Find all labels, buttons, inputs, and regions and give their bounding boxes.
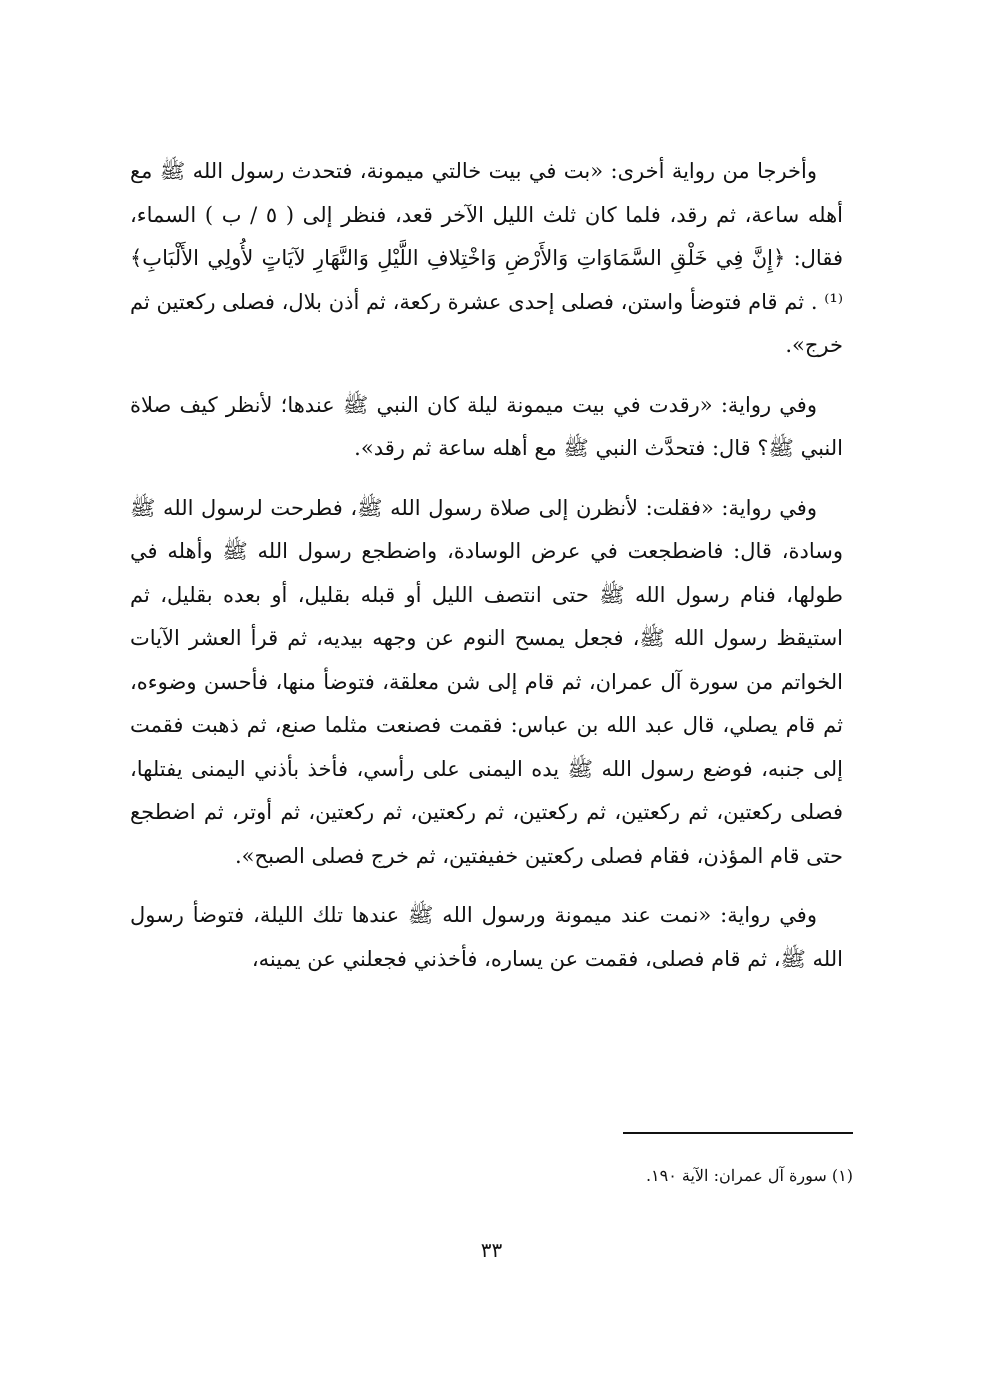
footnote: (١) سورة آل عمران: الآية ١٩٠.: [645, 1166, 853, 1185]
paragraph-2: وفي رواية: «رقدت في بيت ميمونة ليلة كان النبي ﷺ عندها؛ لأنظر كيف صلاة النبي ﷺ؟ قال: فتحدَّث النبي ﷺ مع أهله ساعة ثم رقد».: [130, 392, 843, 460]
footnote-divider: [623, 1132, 853, 1134]
paragraph-1: وأخرجا من رواية أخرى: «بت في بيت خالتي ميمونة، فتحدث رسول الله ﷺ مع أهله ساعة، ثم رقد، فلما كان ثلث الليل الآخر قعد، فنظر إلى ( ٥ / ب ) السماء، فقال: ﴿إِنَّ فِي خَلْقِ السَّمَاوَاتِ وَالأَرْضِ وَاخْتِلافِ اللَّيْلِ وَالنَّهَارِ لآيَاتٍ لأُولِي الأَلْبَابِ﴾⁽¹⁾ . ثم قام فتوضأ واستن، فصلى إحدى عشرة ركعة، ثم أذن بلال، فصلى ركعتين ثم خرج».: [130, 159, 843, 357]
main-text: [130, 150, 843, 997]
page-number: ٣٣: [480, 1238, 503, 1262]
paragraph-3: وفي رواية: «فقلت: لأنظرن إلى صلاة رسول الله ﷺ، فطرحت لرسول الله ﷺ وسادة، قال: فاضطجعت في عرض الوسادة، واضطجع رسول الله ﷺ وأهله في طولها، فنام رسول الله ﷺ حتى انتصف الليل أو قبله بقليل، أو بعده بقليل، ثم استيقظ رسول الله ﷺ، فجعل يمسح النوم عن وجهه بيديه، ثم قرأ العشر الآيات الخواتم من سورة آل عمران، ثم قام إلى شن معلقة، فتوضأ منها، فأحسن وضوءه، ثم قام يصلي، قال عبد الله بن عباس: فقمت فصنعت مثلما صنع، ثم ذهبت فقمت إلى جنبه، فوضع رسول الله ﷺ يده اليمنى على رأسي، فأخذ بأذني اليمنى يفتلها، فصلى ركعتين، ثم ركعتين، ثم ركعتين، ثم ركعتين، ثم ركعتين، ثم أوتر، ثم اضطجع حتى قام المؤذن، فقام فصلى ركعتين خفيفتين، ثم خرج فصلى الصبح».: [130, 495, 843, 868]
paragraph-4: وفي رواية: «نمت عند ميمونة ورسول الله ﷺ عندها تلك الليلة، فتوضأ رسول الله ﷺ، ثم قام فصلى، فقمت عن يساره، فأخذني فجعلني عن يمينه،: [130, 903, 843, 971]
